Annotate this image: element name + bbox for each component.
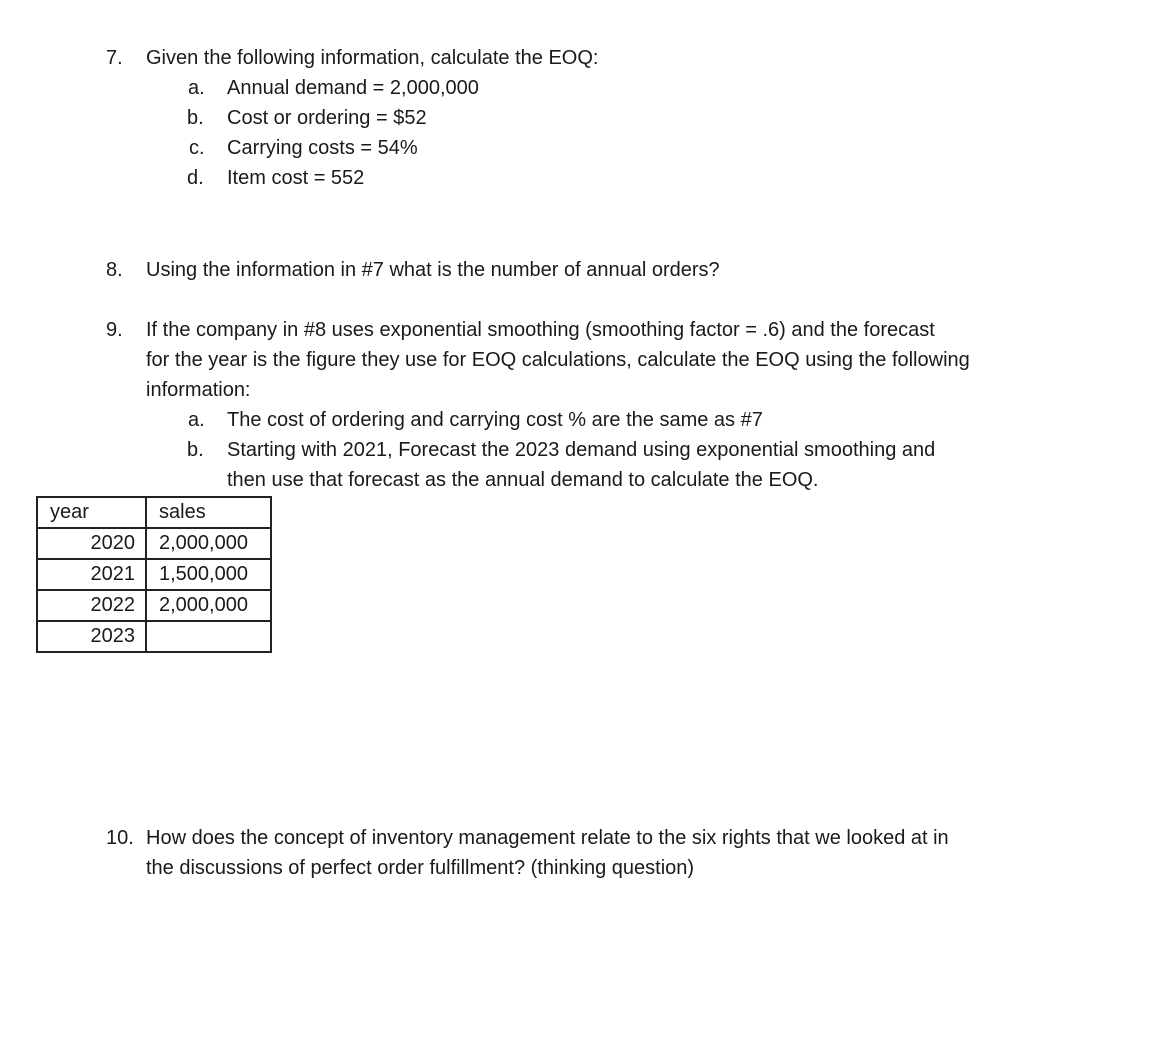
question-8-number: 8. xyxy=(106,259,123,281)
cell-sales: 1,500,000 xyxy=(146,559,271,590)
q9-item-b-text-line-1: Starting with 2021, Forecast the 2023 demand using exponential smoothing and xyxy=(227,439,936,461)
question-9-line-2: for the year is the figure they use for EOQ calculations, calculate the EOQ using the following xyxy=(146,349,970,371)
table-row xyxy=(37,528,271,559)
cell-year: 2023 xyxy=(37,621,146,652)
question-9-line-3: information: xyxy=(146,379,251,401)
q7-item-b-letter: b. xyxy=(187,107,204,129)
q9-item-b-text-line-2: then use that forecast as the annual demand to calculate the EOQ. xyxy=(227,469,819,491)
q9-item-a-letter: a. xyxy=(188,409,205,431)
q7-item-d-text: Item cost = 552 xyxy=(227,167,365,189)
question-9-line-1: If the company in #8 uses exponential smoothing (smoothing factor = .6) and the forecast xyxy=(146,319,935,341)
q9-item-a-text: The cost of ordering and carrying cost % are the same as #7 xyxy=(227,409,763,431)
table-row xyxy=(37,559,271,590)
cell-year: 2021 xyxy=(37,559,146,590)
q7-item-a-letter: a. xyxy=(188,77,205,99)
q7-item-d-letter: d. xyxy=(187,167,204,189)
question-8-text: Using the information in #7 what is the number of annual orders? xyxy=(146,259,720,281)
table-header-row xyxy=(37,497,271,528)
q9-item-b-letter: b. xyxy=(187,439,204,461)
question-10-line-2: the discussions of perfect order fulfillment? (thinking question) xyxy=(146,857,695,879)
q7-item-a-text: Annual demand = 2,000,000 xyxy=(227,77,479,99)
sales-table xyxy=(36,496,272,653)
question-7-text: Given the following information, calculate the EOQ: xyxy=(146,47,599,69)
header-sales: sales xyxy=(146,497,271,528)
table-row xyxy=(37,621,271,652)
header-year: year xyxy=(37,497,146,528)
q7-item-c-letter: c. xyxy=(189,137,205,159)
cell-sales-empty xyxy=(146,621,271,652)
cell-sales: 2,000,000 xyxy=(146,590,271,621)
cell-year: 2020 xyxy=(37,528,146,559)
table-row xyxy=(37,590,271,621)
question-7-number: 7. xyxy=(106,47,123,69)
cell-sales: 2,000,000 xyxy=(146,528,271,559)
question-9-number: 9. xyxy=(106,319,123,341)
cell-year: 2022 xyxy=(37,590,146,621)
question-10-number: 10. xyxy=(106,827,134,849)
q7-item-b-text: Cost or ordering = $52 xyxy=(227,107,427,129)
q7-item-c-text: Carrying costs = 54% xyxy=(227,137,418,159)
question-10-line-1: How does the concept of inventory management relate to the six rights that we looked at in xyxy=(146,827,949,849)
